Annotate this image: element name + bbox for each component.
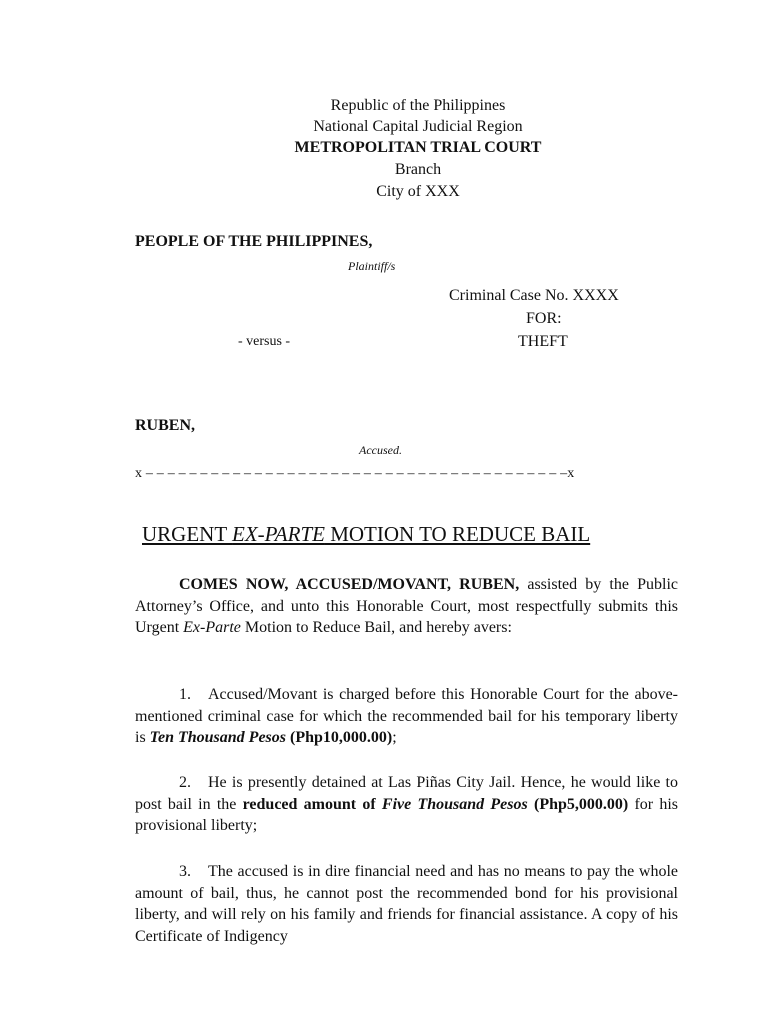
paragraph-1 (135, 684, 678, 749)
intro-paragraph (135, 574, 678, 639)
case-offense: THEFT (518, 333, 568, 350)
paragraph-2-amount: (Php5,000.00) (527, 795, 629, 813)
intro-text1: assisted by the Public Attorney’s Office, and unto this Honorable Court, most respectfully submits this Urgent (135, 576, 679, 637)
title-pre: URGENT (142, 522, 233, 546)
header-court: METROPOLITAN TRIAL COURT (294, 139, 542, 156)
paragraph-1-text: Accused/Movant is charged before this Honorable Court for the above-mentioned criminal case for which the recommended bail for his temporary liberty is (135, 686, 678, 747)
paragraph-1-end: ; (392, 729, 397, 747)
case-for-label: FOR: (526, 310, 562, 327)
paragraph-2-amount-words: Five Thousand Pesos (381, 795, 528, 813)
accused-name: RUBEN, (135, 417, 196, 434)
paragraph-1-amount: (Php10,000.00) (286, 729, 393, 747)
accused-role: Accused. (359, 443, 402, 457)
paragraph-2-number: 2. (179, 774, 191, 791)
plaintiff-name: PEOPLE OF THE PHILIPPINES, (135, 233, 373, 250)
intro-italic: Ex-Parte (183, 619, 241, 637)
paragraph-2 (135, 772, 678, 837)
header-republic: Republic of the Philippines (330, 97, 506, 114)
title-italic: EX-PARTE (232, 522, 325, 546)
paragraph-2-bold: reduced amount of (242, 795, 382, 813)
paragraph-3 (135, 861, 678, 947)
intro-text2: Motion to Reduce Bail, and hereby avers: (240, 619, 512, 637)
motion-title (142, 521, 590, 547)
paragraph-2-text: He is presently detained at Las Piñas City Jail. Hence, he would like to post bail in the (135, 774, 678, 813)
header-city: City of XXX (376, 183, 460, 200)
paragraph-1-number: 1. (179, 686, 191, 703)
paragraph-2-end: for his provisional liberty; (135, 795, 679, 835)
plaintiff-role: Plaintiff/s (348, 259, 396, 273)
caption-divider: x – – – – – – – – – – – – – – – – – – – – – – – – – – – – – – – – – – – – – – –x (135, 466, 575, 481)
paragraph-3-number: 3. (179, 863, 191, 880)
case-number: Criminal Case No. XXXX (449, 287, 619, 304)
intro-bold: COMES NOW, ACCUSED/MOVANT, RUBEN, (179, 576, 520, 593)
header-region: National Capital Judicial Region (313, 118, 523, 135)
paragraph-3-text: The accused is in dire financial need and has no means to pay the whole amount of bail, thus, he cannot post the recommended bond for his provisional liberty, and will rely on his family and friends for financial assistance. A copy of his Certificate of Indigency (135, 863, 678, 945)
header-branch: Branch (394, 161, 442, 178)
paragraph-1-amount-words: Ten Thousand Pesos (149, 729, 286, 747)
title-post: MOTION TO REDUCE BAIL (324, 522, 591, 546)
versus-label: - versus - (238, 334, 291, 349)
